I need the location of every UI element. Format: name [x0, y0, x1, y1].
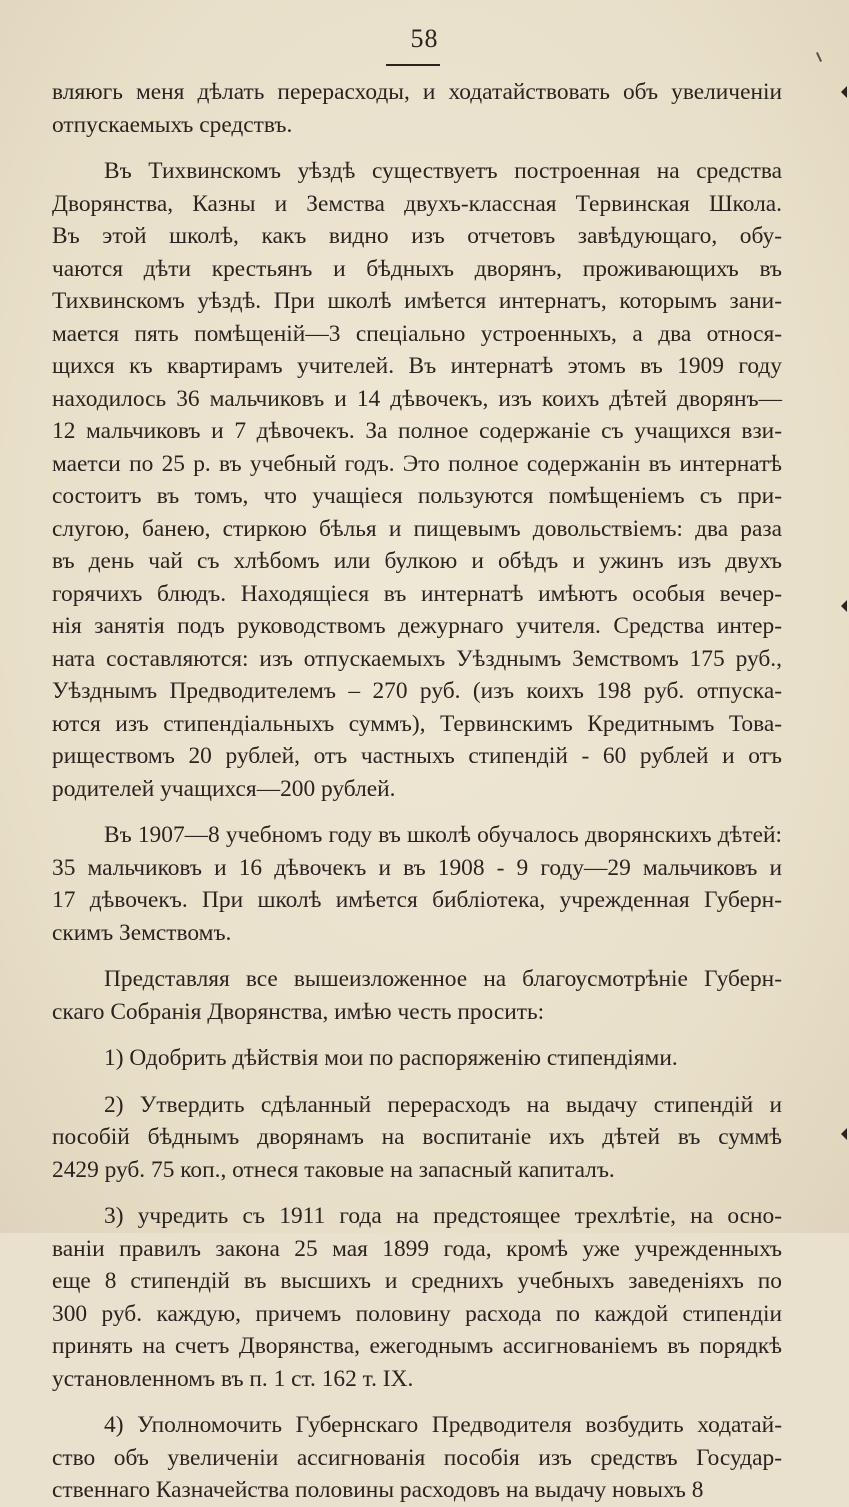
text-line: установленномъ въ п. 1 ст. 162 т. IX. — [52, 1365, 414, 1392]
text-line: скимъ Земствомъ. — [52, 919, 232, 946]
text-line: 12 мальчиковъ и 7 дѣвочекъ. За полное содержаніе съ учащихся взи- — [52, 418, 782, 444]
text-line: Въ этой школѣ, какъ видно изъ отчетовъ завѣдующаго, обу- — [52, 223, 782, 249]
text-line: ство объ увеличеніи ассигнованія пособія изъ средствъ Государ- — [52, 1444, 782, 1471]
text-line: отпускаемыхъ средствъ. — [52, 111, 293, 138]
text-line: въ день чай съ хлѣбомъ или булкою и обѣдъ и ужинъ изъ двухъ — [52, 548, 782, 574]
paragraph-gap — [52, 1186, 782, 1200]
text-line: Уѣзднымъ Предводителемъ – 270 руб. (изъ коихъ 198 руб. отпуска- — [52, 678, 782, 704]
page-number-underline — [386, 64, 440, 66]
text-line: родителей учащихся—200 рублей. — [52, 775, 396, 802]
text-line: Въ 1907—8 учебномъ году въ школѣ обучалось дворянскихъ дѣтей: — [104, 822, 782, 848]
text-line: Тихвинскомъ уѣздѣ. При школѣ имѣется интернатъ, которымъ зани- — [52, 288, 782, 314]
text-line: щихся къ квартирамъ учителей. Въ интернатѣ этомъ въ 1909 году — [52, 353, 782, 379]
text-line: 2429 руб. 75 коп., отнеся таковые на запасный капиталъ. — [52, 1156, 615, 1183]
text-line: принять на счетъ Дворянства, ежегоднымъ ассигнованіемъ въ порядкѣ — [52, 1333, 782, 1359]
text-line: ственнаго Казначейства половины расходовъ на выдачу новыхъ 8 — [52, 1477, 704, 1503]
paragraph — [52, 1200, 782, 1395]
text-line: находилось 36 мальчиковъ и 14 дѣвочекъ, изъ коихъ дѣтей дворянъ— — [52, 385, 782, 412]
document-body — [52, 76, 782, 1507]
text-line: ются изъ стипендіальныхъ суммъ), Тервинскимъ Кредитнымъ Това- — [52, 710, 782, 737]
text-line: 1) Одобрить дѣйствія мои по распоряженію стипендіями. — [104, 1045, 678, 1071]
text-line: 2) Утвердить сдѣланный перерасходъ на выдачу стипендій и — [104, 1091, 782, 1118]
text-line: маетси по 25 р. въ учебный годъ. Это полное содержанін въ интернатѣ — [52, 450, 782, 477]
text-line: нія занятія подъ руководствомъ дежурнаго учителя. Средства интер- — [52, 613, 782, 639]
text-line: мается пять помѣщеній—3 спеціально устроенныхъ, а два относя- — [52, 320, 782, 347]
text-line: 300 руб. каждую, причемъ половину расхода по каждой стипендіи — [52, 1300, 782, 1327]
text-line: состоитъ въ томъ, что учащіеся пользуются помѣщеніемъ съ при- — [52, 483, 782, 509]
text-line: Дворянства, Казны и Земства двухъ-классная Тервинская Школа. — [52, 190, 782, 217]
paragraph-gap — [52, 949, 782, 963]
paragraph — [52, 76, 782, 141]
paragraph — [52, 1409, 782, 1507]
text-line: 4) Уполномочить Губернскаго Предводителя возбудить ходатай- — [104, 1412, 782, 1438]
paragraph — [52, 1042, 782, 1075]
paragraph — [52, 819, 782, 949]
text-line: риществомъ 20 рублей, отъ частныхъ стипендій - 60 рублей и отъ — [52, 743, 782, 769]
text-line: ваніи правилъ закона 25 мая 1899 года, кромѣ уже учрежденныхъ — [52, 1235, 782, 1262]
page-number: 58 — [410, 24, 439, 53]
text-line: скаго Собранія Дворянства, имѣю честь просить: — [52, 998, 545, 1025]
text-line: горячихъ блюдъ. Находящіеся въ интернатѣ имѣютъ особыя вечер- — [52, 580, 782, 607]
text-line: Представляя все вышеизложенное на благоусмотрѣніе Губерн- — [104, 966, 782, 992]
text-line: пособій бѣднымъ дворянамъ на воспитаніе ихъ дѣтей въ суммѣ — [52, 1124, 782, 1150]
paragraph — [52, 963, 782, 1028]
paragraph — [52, 1089, 782, 1187]
paragraph-gap — [52, 1395, 782, 1409]
margin-tab-mark — [841, 1128, 847, 1140]
paragraph — [52, 155, 782, 805]
paragraph-gap — [52, 1028, 782, 1042]
paragraph-gap — [52, 141, 782, 155]
paragraph-gap — [52, 805, 782, 819]
text-line: 17 дѣвочекъ. При школѣ имѣется библіотека, учрежденная Губерн- — [52, 887, 782, 913]
text-line: 35 мальчиковъ и 16 дѣвочекъ и въ 1908 - 9 году—29 мальчиковъ и — [52, 854, 782, 881]
text-line: еще 8 стипендій въ высшихъ и среднихъ учебныхъ заведеніяхъ по — [52, 1268, 782, 1294]
text-line: чаются дѣти крестьянъ и бѣдныхъ дворянъ, проживающихъ въ — [52, 255, 782, 282]
text-line: слугою, банею, стиркою бѣлья и пищевымъ довольствіемъ: два раза — [52, 515, 782, 542]
margin-tab-mark — [841, 600, 847, 612]
paragraph-gap — [52, 1075, 782, 1089]
text-line: вляюгь меня дѣлать перерасходы, и ходатайствовать объ увеличеніи — [52, 79, 782, 105]
text-line: 3) учредить съ 1911 года на предстоящее трехлѣтіе, на осно- — [104, 1203, 782, 1229]
text-line: ната составляются: изъ отпускаемыхъ Уѣзднымъ Земствомъ 175 руб., — [52, 645, 782, 672]
margin-tab-mark — [841, 86, 847, 98]
text-line: Въ Тихвинскомъ уѣздѣ существуетъ построенная на средства — [104, 158, 782, 184]
